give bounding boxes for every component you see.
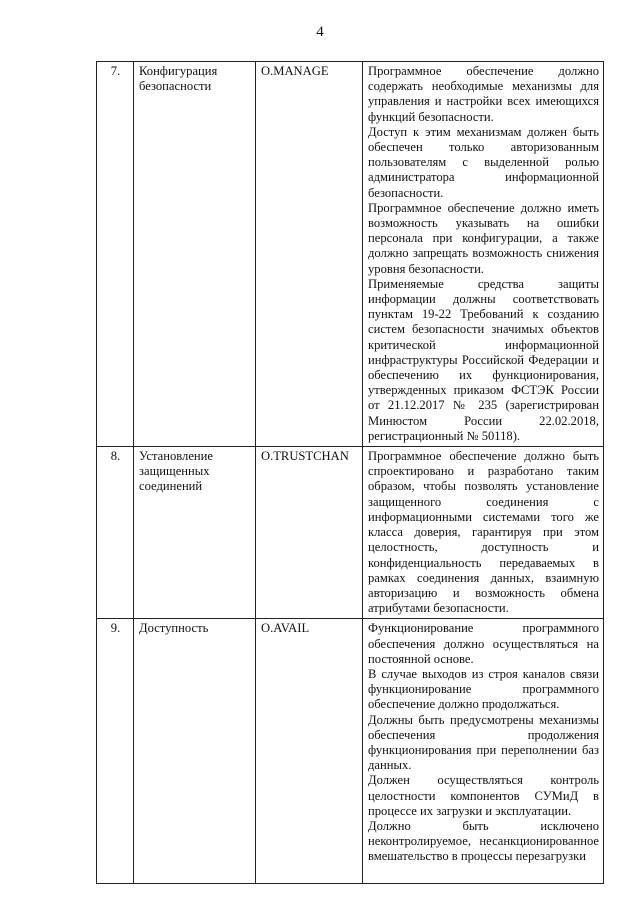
row-number: 9. [97, 619, 134, 884]
description-paragraph: Применяемые средства защиты информации должны соответствовать пунктам 19-22 Требований к созданию систем безопасности значимых объектов критической информационной инфраструктуры Российской Федерации и обеспечению их функционирования, утвержденных приказом ФСТЭК России от 21.12.2017 № 235 (зарегистрирован Минюстом России 22.02.2018, регистрационный № 50118). [368, 276, 599, 443]
requirement-name: Доступность [134, 619, 256, 884]
requirement-name: Конфигурация безопасности [134, 62, 256, 447]
requirements-table [96, 61, 604, 884]
requirement-code: O.AVAIL [256, 619, 363, 884]
page-number: 4 [316, 24, 324, 40]
table-row [97, 62, 604, 447]
table-row [97, 447, 604, 619]
description-paragraph: Должны быть предусмотрены механизмы обеспечения продолжения функционирования при переполнении баз данных. [368, 712, 599, 773]
requirement-name: Установление защищенных соединений [134, 447, 256, 619]
description-paragraph: Программное обеспечение должно содержать необходимые механизмы для управления и настройки всех имеющихся функций безопасности. [368, 64, 599, 124]
description-paragraph: Программное обеспечение должно иметь возможность указывать на ошибки персонала при конфигурации, а также должно запрещать возможность снижения уровня безопасности. [368, 200, 599, 276]
requirement-code: O.TRUSTCHAN [256, 447, 363, 619]
description-paragraph: Функционирование программного обеспечения должно осуществляться на постоянной основе. [368, 621, 599, 666]
requirement-description [363, 619, 604, 884]
description-paragraph: В случае выходов из строя каналов связи функционирование программного обеспечение должно продолжаться. [368, 666, 599, 712]
description-paragraph: Доступ к этим механизмам должен быть обеспечен только авторизованным пользователям с выделенной ролью администратора информационной безопасности. [368, 124, 599, 200]
description-paragraph: Должен осуществляться контроль целостности компонентов СУМиД в процессе их загрузки и эксплуатации. [368, 773, 599, 818]
description-paragraph: Программное обеспечение должно быть спроектировано и разработано таким образом, чтобы позволять установление защищенного соединения с информационными системами того же класса доверия, гарантируя при этом целостность, доступность и конфиденциальность передаваемых в рамках соединения данных, взаимную авторизацию и возможность обмена атрибутами безопасности. [368, 449, 599, 616]
description-paragraph: Должно быть исключено неконтролируемое, несанкционированное вмешательство в процессы перезагрузки [368, 818, 599, 864]
requirement-description [363, 62, 604, 447]
requirement-description [363, 447, 604, 619]
row-number: 8. [97, 447, 134, 619]
row-number: 7. [97, 62, 134, 447]
requirement-code: O.MANAGE [256, 62, 363, 447]
table-row [97, 619, 604, 884]
